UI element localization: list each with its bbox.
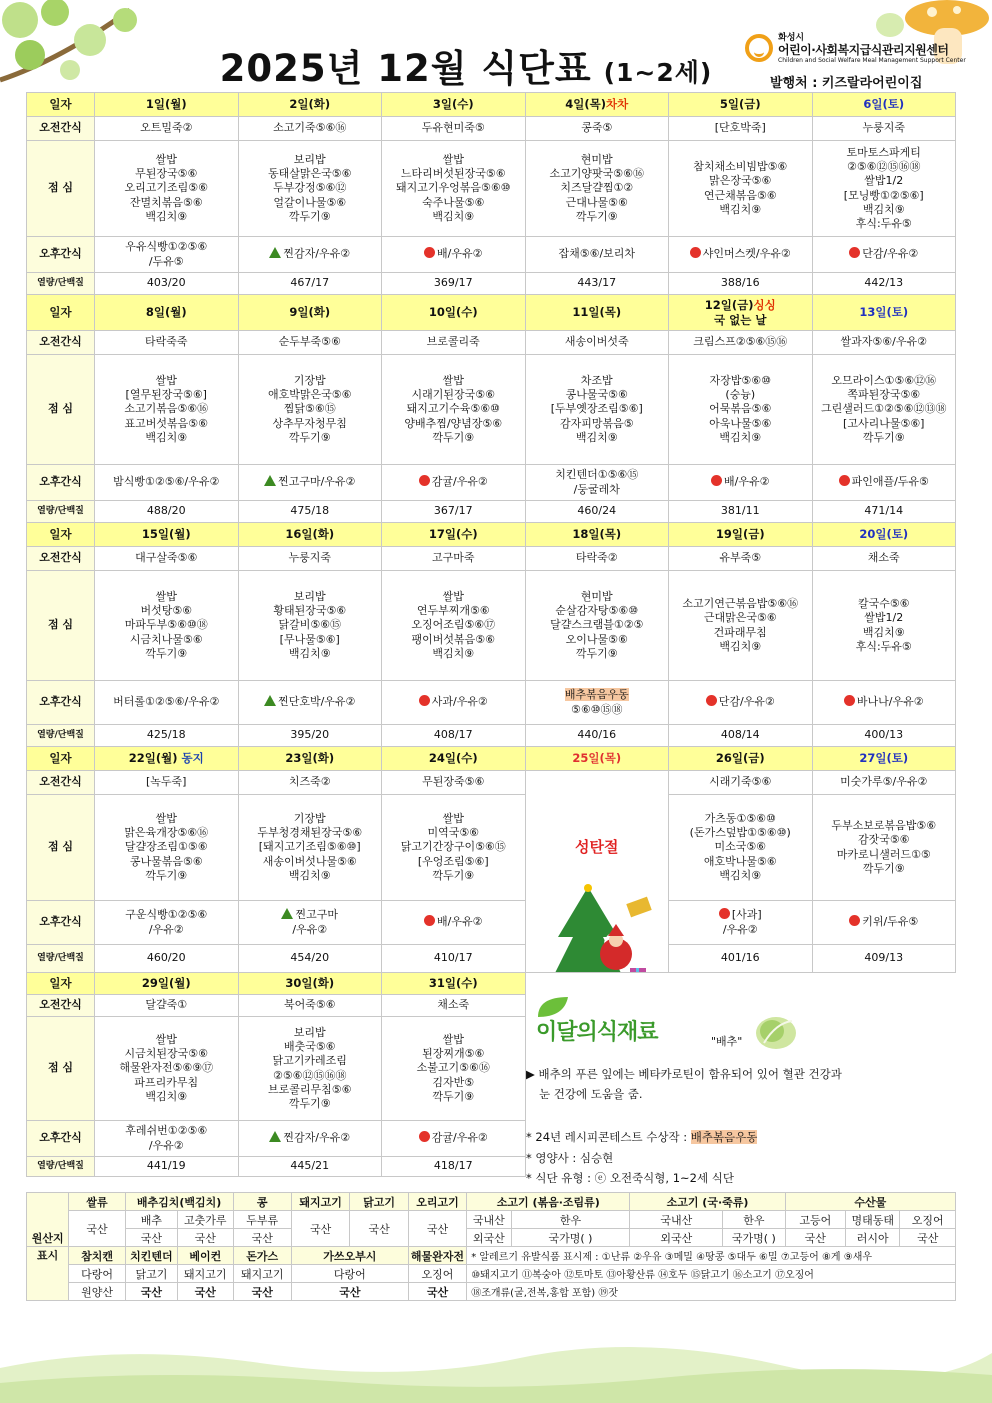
- apple-icon: [706, 695, 717, 706]
- apple-icon: [690, 247, 701, 258]
- publisher: 발행처 : 키즈랄라어린이집: [770, 76, 923, 91]
- apple-icon: [419, 475, 430, 486]
- apple-icon: [719, 908, 730, 919]
- origin-row-4: 표시 참치캔 치킨텐더 베이컨 돈가스 가쓰오부시 해물완자전 * 알레르기 유발식품 표시제 : ①난류 ②우유 ③메밀 ④땅콩 ⑤대두 ⑥밀 ⑦고등어 ⑧게 ⑨새우: [27, 1247, 956, 1265]
- grass-decoration: [0, 1323, 992, 1403]
- week4-nutrition: 열량/단백질 460/20 454/20 410/17 401/16 409/13: [27, 945, 956, 973]
- origin-row-2: 국산 배추 고춧가루 두부류 국산 국산 국산 국내산 한우 국내산 한우 고등어 명태동태 오징어: [27, 1211, 956, 1229]
- apple-icon: [849, 915, 860, 926]
- origin-row-5: 다랑어 닭고기 돼지고기 돼지고기 다랑어 오징어 ⑩돼지고기 ⑪복숭아 ⑫토마토 ⑬아황산류 ⑭호두 ⑮닭고기 ⑯소고기 ⑰오징어: [27, 1265, 956, 1283]
- week2-lunch: 점 심 쌀밥 [열무된장국⑤⑥] 소고기볶음⑤⑥⑯ 표고버섯볶음⑤⑥ 백김치⑨ 기장밥 애호박맑은국⑤⑥ 찜닭⑤⑥⑮ 상추무자청무침 깍두기⑨ 쌀밥 시래기된장국⑤⑥ 돼지고기수육⑤⑥⑩ 양배추찜/양념장⑤⑥ 깍두기⑨ 차조밥 콩나물국⑤⑥ [두부옛장조림⑤⑥] 감자피망볶음⑤ 백김치⑨ 자장밥⑤⑥⑩ (숭늉) 어묵볶음⑤⑥ 아욱나물⑤⑥ 백김치⑨ 오므라이스①⑤⑥⑫⑯ 쪽파된장국⑤⑥ 그린샐러드①②⑤⑥⑫⑬⑱ [고사리나물⑤⑥] 깍두기⑨: [27, 355, 956, 465]
- week3-lunch: 점 심 쌀밥 버섯탕⑤⑥ 마파두부⑤⑥⑩⑱ 시금치나물⑤⑥ 깍두기⑨ 보리밥 황태된장국⑤⑥ 닭갈비⑤⑥⑮ [무나물⑤⑥] 백김치⑨ 쌀밥 연두부찌개⑤⑥ 오징어조림⑤⑥⑰ 팽이버섯볶음⑤⑥ 백김치⑨ 현미밥 순살감자탕⑤⑥⑩ 달걀스크램블①②⑤ 오이나물⑤⑥ 깍두기⑨ 소고기연근볶음밥⑤⑥⑯ 근대맑은국⑤⑥ 건파래무침 백김치⑨ 칼국수⑤⑥ 쌀밥1/2 백김치⑨ 후식:두유⑤: [27, 571, 956, 681]
- origin-row-3: 국산 국산 국산 외국산 국가명( ) 외국산 국가명( ) 국산 러시아 국산: [27, 1229, 956, 1247]
- week5-nutrition: 열량/단백질 441/19 445/21 418/17: [27, 1157, 956, 1177]
- week4-pm: 오후간식 구운식빵①②⑤⑥ /우유② 찐고구마 /우유② 배/우유② [사과] /우유② 키위/두유⑤: [27, 901, 956, 945]
- week2-dates: 일자 8일(월) 9일(화) 10일(수) 11일(목) 12일(금)싱싱 국 없는 날 13일(토): [27, 295, 956, 331]
- origin-table: [26, 1192, 956, 1301]
- cabbage-icon: [754, 1013, 798, 1051]
- week5-lunch: 점 심 쌀밥 시금치된장국⑤⑥ 해물완자전⑤⑥⑨⑰ 파프리카무침 백김치⑨ 보리밥 배춧국⑤⑥ 닭고기카레조림 ②⑤⑥⑫⑮⑯⑱ 브로콜리무침⑤⑥ 깍두기⑨ 쌀밥 된장찌개⑤⑥ 소불고기⑤⑥⑯ 김자반⑤ 깍두기⑨: [27, 1017, 956, 1121]
- week3-am: 오전간식 대구살죽⑤⑥ 누룽지죽 고구마죽 타락죽② 유부죽⑤ 채소죽: [27, 547, 956, 571]
- broccoli-icon: [269, 247, 281, 258]
- week1-lunch: 점 심 쌀밥 무된장국⑤⑥ 오리고기조림⑤⑥ 잔멸치볶음⑤⑥ 백김치⑨ 보리밥 동태살맑은국⑤⑥ 두부강정⑤⑥⑫ 얼갈이나물⑤⑥ 깍두기⑨ 쌀밥 느타리버섯된장국⑤⑥ 돼지고기우엉볶음⑤⑥⑩ 숙주나물⑤⑥ 백김치⑨ 현미밥 소고기양팟국⑤⑥⑯ 치즈달걀찜①② 근대나물⑤⑥ 깍두기⑨ 참치채소비빔밥⑤⑥ 맑은장국⑤⑥ 연근채볶음⑤⑥ 백김치⑨ 토마토스파게티 ②⑤⑥⑫⑮⑯⑱ 쌀밥1/2 [모닝빵①②⑤⑥] 백김치⑨ 후식:두유⑤: [27, 141, 956, 237]
- apple-icon: [849, 247, 860, 258]
- week4-am: 오전간식 [녹두죽] 치즈죽② 무된장죽⑤⑥ 성탄절 시래기죽⑤⑥ 미숫가루⑤/우유②: [27, 771, 956, 795]
- origin-row-6: 원양산 국산 국산 국산 국산 국산 ⑱조개류(굴,전복,홍합 포함) ⑲잣: [27, 1283, 956, 1301]
- apple-icon: [419, 1131, 430, 1142]
- week1-nutrition: 열량/단백질 403/20 467/17 369/17 443/17 388/16 442/13: [27, 273, 956, 295]
- origin-row-1: 원산지 쌀류 배추김치(백김치) 콩 돼지고기 닭고기 오리고기 소고기 (볶음·조림류) 소고기 (국·죽류) 수산물: [27, 1193, 956, 1211]
- week5-am: 오전간식 달걀죽① 북어죽⑤⑥ 채소죽: [27, 995, 956, 1017]
- smile-logo-icon: [745, 34, 773, 62]
- ingredient-title: 이달의식재료: [536, 1020, 658, 1045]
- ingredient-of-month: 이달의식재료 "배추" ▶ 배추의 푸른 잎에는 베타카로틴이 함유되어 있어 혈관 건강과 눈 건강에 도움을 줌. * 24년 레시피콘테스트 수상작 : 배추볶음우동 * 영양사 : 심승현 * 식단 유형 : ⓔ 오전죽식형, 1~2세 식단: [526, 985, 956, 1191]
- award-dish: 배추볶음우동: [564, 688, 629, 702]
- week2-pm: 오후간식 밤식빵①②⑤⑥/우유② 찐고구마/우유② 감귤/우유② 치킨텐더①⑤⑥⑮ /둥굴레차 배/우유② 파인애플/두유⑤: [27, 465, 956, 501]
- broccoli-icon: [264, 475, 276, 486]
- week2-am: 오전간식 타락죽죽 순두부죽⑤⑥ 브로콜리죽 새송이버섯죽 크림스프②⑤⑥⑮⑯ 쌀과자⑤⑥/우유②: [27, 331, 956, 355]
- week4-lunch: 점 심 쌀밥 맑은육개장⑤⑥⑯ 달걀장조림①⑤⑥ 콩나물볶음⑤⑥ 깍두기⑨ 기장밥 두부청경채된장국⑤⑥ [돼지고기조림⑤⑥⑩] 새송이버섯나물⑤⑥ 백김치⑨ 쌀밥 미역국⑤⑥ 닭고기간장구이⑤⑥⑮ [우엉조림⑤⑥] 깍두기⑨ 가츠동①⑤⑥⑩ (돈가스덮밥①⑤⑥⑩) 미소국⑤⑥ 애호박나물⑤⑥ 백김치⑨ 두부소보로볶음밥⑤⑥ 감잣국⑤⑥ 마카로니샐러드①⑤ 깍두기⑨: [27, 795, 956, 901]
- week5-dates: 일자 29일(월) 30일(화) 31일(수): [27, 973, 956, 995]
- ingredient-name: "배추": [711, 1035, 743, 1048]
- week1-pm: 오후간식 우유식빵①②⑤⑥ /두유⑤ 찐감자/우유② 배/우유② 잡채⑤⑥/보리차 샤인머스켓/우유② 단감/우유②: [27, 237, 956, 273]
- week1-dates: 일자 1일(월) 2일(화) 3일(수) 4일(목)차차 5일(금) 6일(토): [27, 93, 956, 117]
- apple-icon: [844, 695, 855, 706]
- week3-nutrition: 열량/단백질 425/18 395/20 408/17 440/16 408/14 400/13: [27, 725, 956, 747]
- day-tag: 싱싱: [753, 297, 776, 312]
- week3-pm: 오후간식 버터롤①②⑤⑥/우유② 찐단호박/우유② 사과/우유② 배추볶음우동 ⑤⑥⑩⑮⑱ 단감/우유② 바나나/우유②: [27, 681, 956, 725]
- christmas-cell: [525, 771, 669, 973]
- apple-icon: [424, 915, 435, 926]
- week1-am: 오전간식 오트밀죽② 소고기죽⑤⑥⑯ 두유현미죽⑤ 콩죽⑤ [단호박죽] 누룽지죽: [27, 117, 956, 141]
- apple-icon: [424, 247, 435, 258]
- holiday-label: 성탄절: [575, 838, 619, 856]
- christmas-tree-santa-icon: [548, 882, 658, 973]
- week2-nutrition: 열량/단백질 488/20 475/18 367/17 460/24 381/11 471/14: [27, 501, 956, 523]
- apple-icon: [711, 475, 722, 486]
- apple-icon: [419, 695, 430, 706]
- center-logo: 화성시 어린이·사회복지급식관리지원센터 Children and Social Welfare Meal Management Support Center: [745, 30, 965, 70]
- broccoli-icon: [269, 1131, 281, 1142]
- week5-pm: 오후간식 후레쉬번①②⑤⑥ /우유② 찐감자/우유② 감귤/우유②: [27, 1121, 956, 1157]
- apple-icon: [839, 475, 850, 486]
- week4-dates: 일자 22일(월) 동지 23일(화) 24일(수) 25일(목) 26일(금) 27일(토): [27, 747, 956, 771]
- broccoli-icon: [281, 908, 293, 919]
- broccoli-icon: [264, 695, 276, 706]
- page-title: 2025년 12월 식단표 (1~2세): [219, 47, 713, 90]
- week3-dates: 일자 15일(월) 16일(화) 17일(수) 18일(목) 19일(금) 20일(토): [27, 523, 956, 547]
- day-tag: 차차: [606, 97, 629, 112]
